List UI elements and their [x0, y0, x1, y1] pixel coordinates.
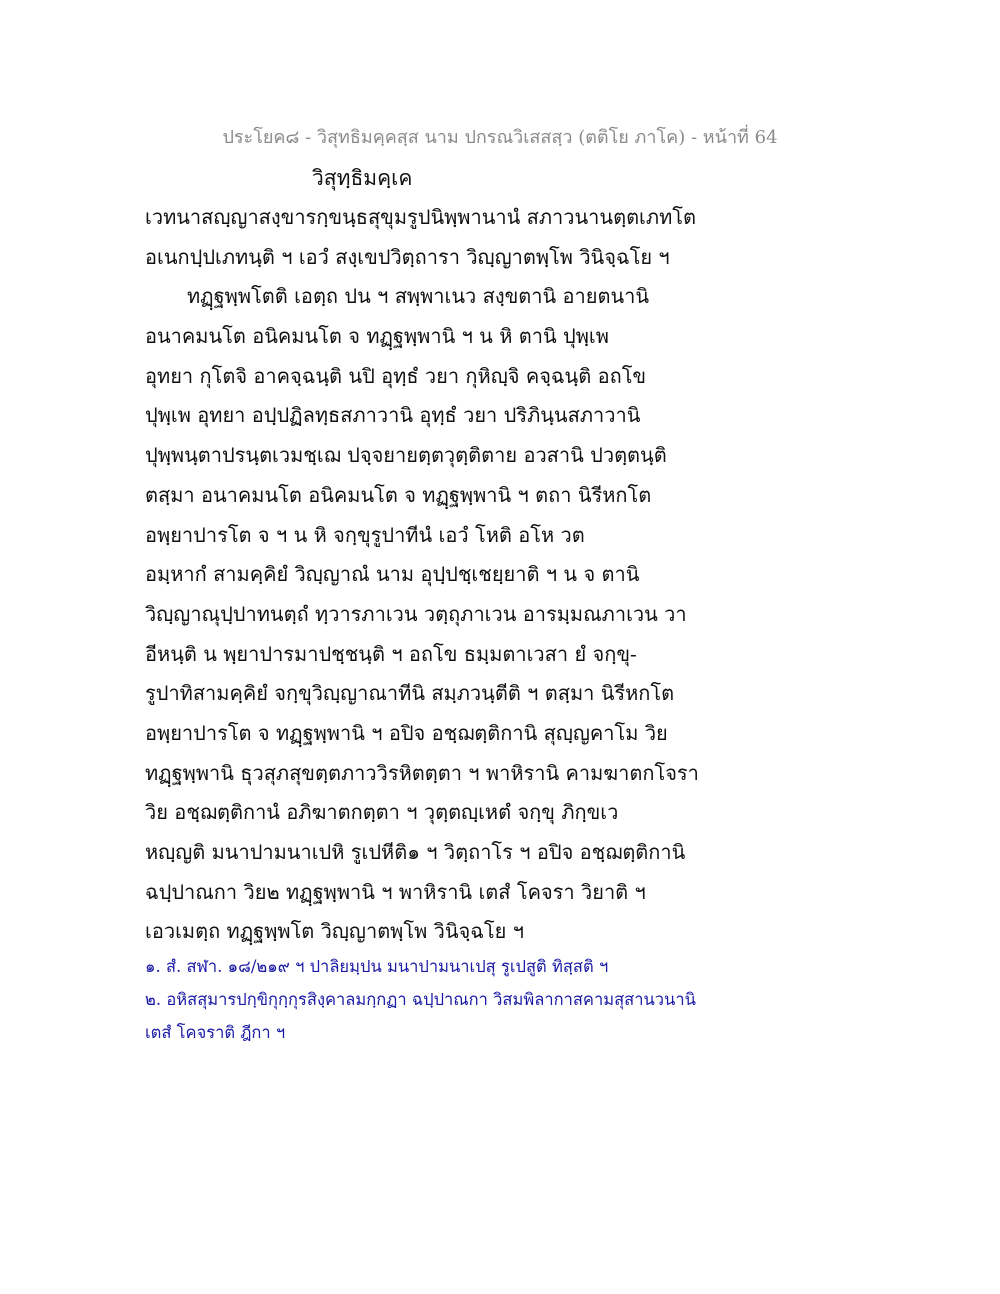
footnote-line: เตสํ โคจราติ ฎีกา ฯ	[145, 1023, 286, 1042]
body-line: อนาคมนโต อนิคมนโต จ ทฏฺฐพฺพานิ ฯ น หิ ตานิ ปุพฺเพ	[145, 324, 609, 349]
body-line: วิญฺญาณุปฺปาทนตฺถํ ทฺวารภาเวน วตฺถุภาเวน อารมฺมณภาเวน วา	[145, 601, 687, 626]
page-header: ประโยค๘ - วิสุทธิมคฺคสฺส นาม ปกรณวิเสสสฺว (ตติโย ภาโค) - หน้าที่ 64	[222, 127, 778, 148]
body-line: ฉปฺปาณกา วิย๒ ทฏฺฐพฺพานิ ฯ พาหิรานิ เตสํ โคจรา วิยาติ ฯ	[145, 879, 646, 904]
body-line: อพฺยาปารโต จ ทฏฺฐพฺพานิ ฯ อปิจ อชฺฌตฺติกานิ สุญฺญคาโม วิย	[145, 720, 668, 745]
footnote-line: ๒. อหิสสุมารปกฺขิกุกฺกุรสิงฺคาลมกฺกฏา ฉปฺปาณกา วิสมพิลากาสคามสุสานวนานิ	[145, 990, 696, 1009]
body-line: วิย อชฺฌตฺติกานํ อภิฆาตกตฺตา ฯ วุตฺตญฺเหตํ จกฺขุ ภิกฺขเว	[145, 800, 619, 825]
body-line: เวทนาสญฺญาสงฺขารกฺขนฺธสุขุมรูปนิพฺพานานํ สภาวนานตฺตเภทโต	[145, 205, 696, 229]
body-line: ปุพฺเพ อุทยา อปฺปฏิลทฺธสภาวานิ อุทฺธํ วยา ปริภินฺนสภาวานิ	[145, 403, 641, 428]
body-line: ตสฺมา อนาคมนโต อนิคมนโต จ ทฏฺฐพฺพานิ ฯ ตถา นิรีหกโต	[145, 482, 652, 507]
section-title: วิสุทฺธิมคฺเค	[312, 166, 413, 190]
body-line: อีหนฺติ น พฺยาปารมาปชฺชนฺติ ฯ อถโข ธมฺมตาเวสา ยํ จกฺขุ-	[145, 641, 637, 666]
body-text	[145, 198, 705, 952]
body-line: หญฺญติ มนาปามนาเปหิ รูเปหีติ๑ ฯ วิตฺถาโร ฯ อปิจ อชฺฌตฺติกานิ	[145, 840, 686, 864]
body-line: ทฏฺฐพฺพานิ ธุวสุภสุขตฺตภาววิรหิตตฺตา ฯ พาหิรานิ คามฆาตกโจรา	[145, 760, 699, 785]
body-line: อุทยา กุโตจิ อาคจฺฉนฺติ นปิ อุทฺธํ วยา กุหิญฺจิ คจฺฉนฺติ อถโข	[145, 363, 647, 388]
footnotes	[145, 950, 745, 1049]
body-line: เอวเมตฺถ ทฏฺฐพฺพโต วิญฺญาตพฺโพ วินิจฺฉโย ฯ	[145, 919, 524, 944]
body-line: อเนกปฺปเภทนฺติ ฯ เอวํ สงฺเขปวิตฺถารา วิญฺญาตพฺโพ วินิจฺฉโย ฯ	[145, 244, 670, 269]
body-line: อมฺหากํ สามคฺคิยํ วิญฺญาณํ นาม อุปฺปชฺเชยฺยาติ ฯ น จ ตานิ	[145, 562, 640, 587]
body-line: รูปาทิสามคฺคิยํ จกฺขุวิญฺญาณาทีนิ สมฺภวนฺตีติ ฯ ตสฺมา นิรีหกโต	[145, 681, 675, 706]
body-line: ปุพฺพนฺตาปรนฺตเวมชฺเฌ ปจฺจยายตฺตวุตฺติตาย อวสานิ ปวตฺตนฺติ	[145, 443, 667, 468]
body-line: อพฺยาปารโต จ ฯ น หิ จกฺขุรูปาทีนํ เอวํ โหติ อโห วต	[145, 522, 585, 547]
footnote-line: ๑. สํ. สฬา. ๑๘/๒๑๙ ฯ ปาลิยมฺปน มนาปามนาเปสุ รูเปสูติ ทิสฺสติ ฯ	[145, 957, 609, 976]
body-line: ทฏฺฐพฺพโตติ เอตฺถ ปน ฯ สพฺพาเนว สงฺขตานิ อายตนานิ	[187, 284, 650, 309]
